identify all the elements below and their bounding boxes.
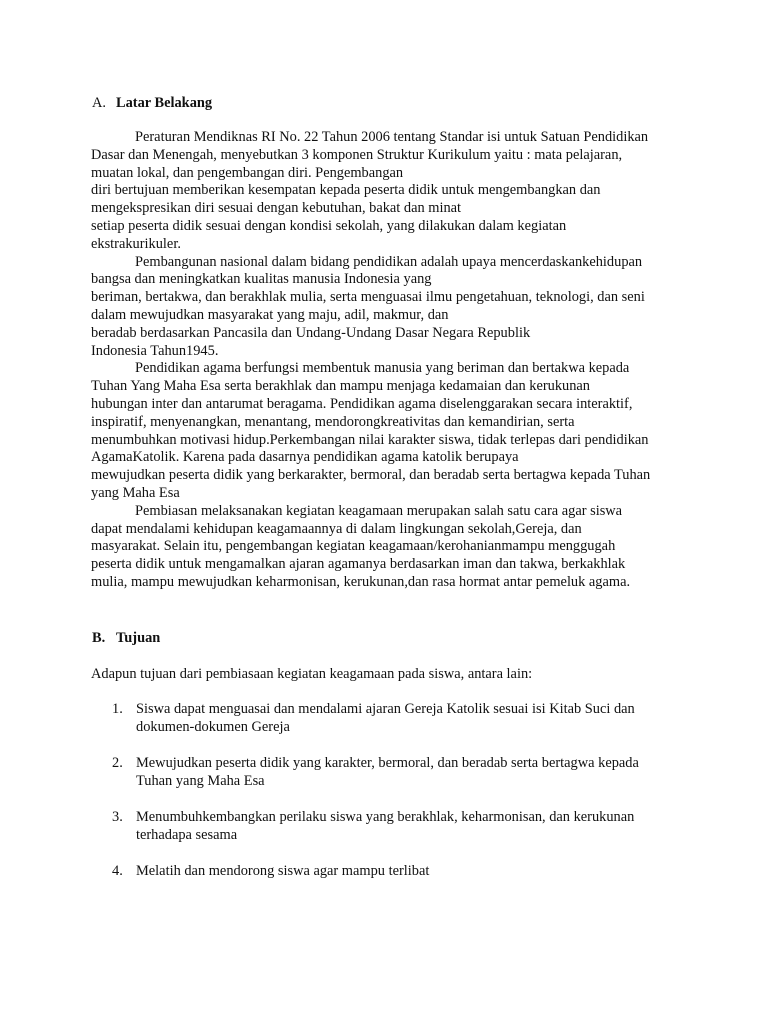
list-item-line: Menumbuhkembangkan perilaku siswa yang berakhlak, keharmonisan, dan kerukunan: [136, 809, 635, 825]
list-item-text: [136, 754, 639, 790]
section-a-body: [91, 129, 691, 592]
section-b-letter: B.: [92, 630, 106, 646]
paragraph-line: diri bertujuan memberikan kesempatan kepada peserta didik untuk mengembangkan dan: [91, 182, 601, 199]
list-item-line: Tuhan yang Maha Esa: [136, 773, 265, 789]
paragraph-line: Indonesia Tahun1945.: [91, 342, 219, 359]
paragraph-line: AgamaKatolik. Karena pada dasarnya pendidikan agama katolik berupaya: [91, 449, 519, 466]
paragraph-line: Tuhan Yang Maha Esa serta berakhlak dan mampu menjaga kedamaian dan kerukunan: [91, 378, 590, 395]
list-item-line: Melatih dan mendorong siswa agar mampu terlibat: [136, 863, 430, 879]
list-item-number: 4.: [112, 863, 123, 879]
list-item-line: Mewujudkan peserta didik yang karakter, bermoral, dan beradab serta bertagwa kepada: [136, 755, 639, 771]
paragraph-line: dalam mewujudkan masyarakat yang maju, adil, makmur, dan: [91, 306, 449, 323]
paragraph-line: peserta didik untuk mengamalkan ajaran agamanya berdasarkan iman dan takwa, berkakhlak: [91, 556, 626, 573]
paragraph-line: mengekspresikan diri sesuai dengan kebutuhan, bakat dan minat: [91, 200, 462, 217]
section-b-intro: Adapun tujuan dari pembiasaan kegiatan keagamaan pada siswa, antara lain:: [91, 666, 533, 682]
list-item-line: Siswa dapat menguasai dan mendalami ajaran Gereja Katolik sesuai isi Kitab Suci dan: [136, 701, 635, 717]
paragraph-line: Dasar dan Menengah, menyebutkan 3 komponen Struktur Kurikulum yaitu : mata pelajaran,: [91, 146, 623, 163]
list-item-text: [136, 808, 634, 844]
section-a-letter: A.: [92, 95, 106, 111]
paragraph-line: yang Maha Esa: [91, 484, 180, 501]
paragraph-line: dapat mendalami kehidupan keagamaannya di dalam lingkungan sekolah,Gereja, dan: [91, 520, 582, 537]
list-item-line: dokumen-dokumen Gereja: [136, 719, 290, 735]
list-item-line: terhadapa sesama: [136, 827, 238, 843]
paragraph-line: Pembangunan nasional dalam bidang pendidikan adalah upaya mencerdaskankehidupan: [135, 253, 643, 270]
paragraph-line: ekstrakurikuler.: [91, 235, 181, 252]
section-b-title: Tujuan: [116, 630, 161, 646]
paragraph-line: beriman, bertakwa, dan berakhlak mulia, serta menguasai ilmu pengetahuan, teknologi, dan seni: [91, 289, 645, 306]
paragraph-line: bangsa dan meningkatkan kualitas manusia Indonesia yang: [91, 271, 432, 288]
paragraph-line: inspiratif, menyenangkan, menantang, mendorongkreativitas dan kemandirian, serta: [91, 413, 575, 430]
paragraph-line: mewujudkan peserta didik yang berkarakter, bermoral, dan beradab serta bertagwa kepada Tuhan: [91, 467, 651, 484]
paragraph-line: mulia, mampu mewujudkan keharmonisan, kerukunan,dan rasa hormat antar pemeluk agama.: [91, 573, 631, 590]
list-item-number: 3.: [112, 809, 123, 825]
paragraph-line: setiap peserta didik sesuai dengan kondisi sekolah, yang dilakukan dalam kegiatan: [91, 217, 567, 234]
section-a-title: Latar Belakang: [116, 95, 213, 111]
list-item-number: 2.: [112, 755, 123, 771]
paragraph-line: beradab berdasarkan Pancasila dan Undang-Undang Dasar Negara Republik: [91, 324, 531, 341]
paragraph-line: masyarakat. Selain itu, pengembangan kegiatan keagamaan/kerohanianmampu menggugah: [91, 538, 616, 555]
paragraph-line: hubungan inter dan antarumat beragama. Pendidikan agama diselenggarakan secara interaktif,: [91, 395, 633, 412]
paragraph-line: Pendidikan agama berfungsi membentuk manusia yang beriman dan bertakwa kepada: [135, 360, 630, 377]
paragraph-line: muatan lokal, dan pengembangan diri. Pengembangan: [91, 164, 404, 181]
list-item-number: 1.: [112, 701, 123, 717]
section-b-heading: [92, 629, 160, 647]
paragraph-line: Pembiasan melaksanakan kegiatan keagamaan merupakan salah satu cara agar siswa: [135, 502, 623, 519]
paragraph-line: Peraturan Mendiknas RI No. 22 Tahun 2006 tentang Standar isi untuk Satuan Pendidikan: [135, 129, 649, 145]
list-item-text: [136, 700, 635, 736]
section-a-heading: [92, 94, 212, 112]
paragraph-line: menumbuhkan motivasi hidup.Perkembangan nilai karakter siswa, tidak terlepas dari pendidikan: [91, 431, 649, 448]
list-item-text: [136, 862, 429, 880]
